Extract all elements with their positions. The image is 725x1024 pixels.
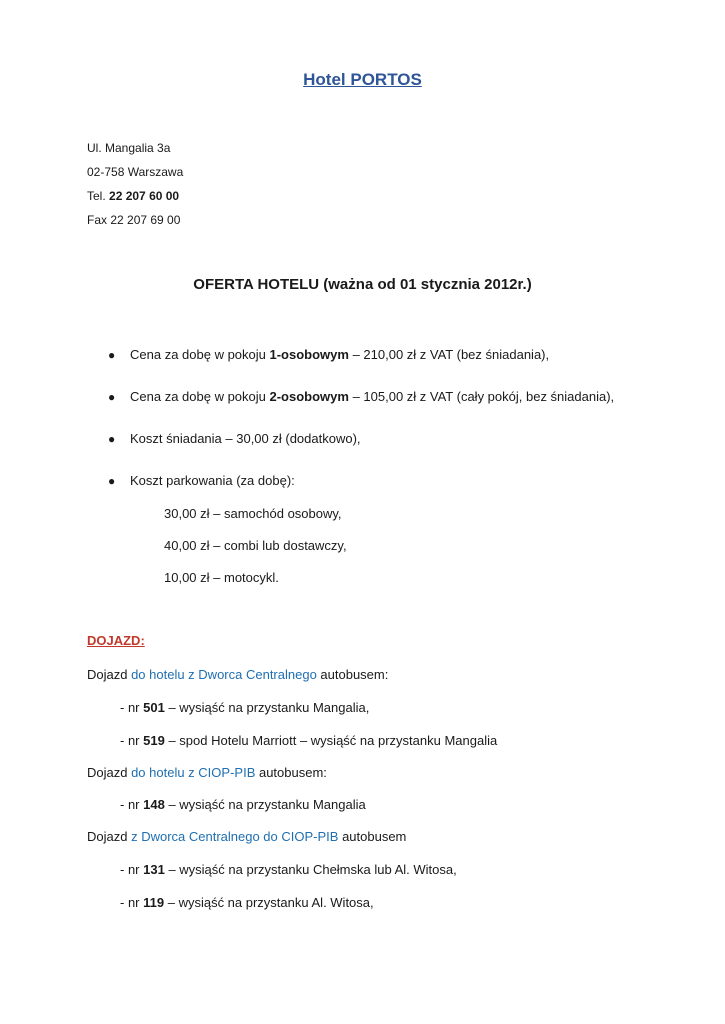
bullet-text: Koszt śniadania – 30,00 zł (dodatkowo), <box>130 431 361 446</box>
bus-number: 519 <box>143 733 165 748</box>
address-city: 02-758 Warszawa <box>87 165 184 179</box>
bus-number: 148 <box>143 797 165 812</box>
route-text: - nr <box>120 797 144 812</box>
route-item <box>120 895 374 910</box>
section-text: autobusem <box>338 829 407 844</box>
section-text: Dojazd <box>87 667 132 682</box>
parking-item: 40,00 zł – combi lub dostawczy, <box>164 538 347 553</box>
section-link[interactable]: do hotelu z CIOP-PIB <box>131 765 256 780</box>
route-text: – wysiąść na przystanku Mangalia, <box>164 700 370 715</box>
route-section <box>87 765 327 780</box>
bullet-bold: 2-osobowym <box>269 389 349 404</box>
route-item <box>120 700 369 715</box>
address-fax: Fax 22 207 69 00 <box>87 213 181 227</box>
parking-item: 10,00 zł – motocykl. <box>164 570 279 585</box>
route-item <box>120 862 457 877</box>
bullet-item <box>108 431 361 446</box>
bus-number: 501 <box>143 700 165 715</box>
route-item <box>120 733 497 748</box>
route-item <box>120 797 366 812</box>
tel-number: 22 207 60 00 <box>109 189 180 203</box>
route-text: - nr <box>120 862 144 877</box>
route-text: - nr <box>120 700 144 715</box>
route-text: - nr <box>120 733 144 748</box>
route-text: – wysiąść na przystanku Al. Witosa, <box>164 895 374 910</box>
bullet-text: – 105,00 zł z VAT (cały pokój, bez śniadania), <box>348 389 615 404</box>
bullet-text: Cena za dobę w pokoju <box>130 389 270 404</box>
route-text: – spod Hotelu Marriott – wysiąść na przystanku Mangalia <box>164 733 498 748</box>
route-text: – wysiąść na przystanku Chełmska lub Al. Witosa, <box>164 862 457 877</box>
section-text: Dojazd <box>87 829 132 844</box>
bullet-bold: 1-osobowym <box>269 347 349 362</box>
route-section <box>87 667 388 682</box>
section-link[interactable]: do hotelu z Dworca Centralnego <box>131 667 317 682</box>
section-text: autobusem: <box>255 765 327 780</box>
bullet-dot-icon: ● <box>108 474 116 488</box>
bus-number: 119 <box>143 895 165 910</box>
section-link[interactable]: z Dworca Centralnego do CIOP-PIB <box>131 829 339 844</box>
address-tel <box>87 189 179 203</box>
bullet-text: Cena za dobę w pokoju <box>130 347 270 362</box>
parking-item: 30,00 zł – samochód osobowy, <box>164 506 342 521</box>
section-text: autobusem: <box>316 667 389 682</box>
bullet-text: Koszt parkowania (za dobę): <box>130 473 295 488</box>
tel-label: Tel. <box>87 189 106 203</box>
bullet-item <box>108 473 295 488</box>
bullet-dot-icon: ● <box>108 348 116 362</box>
dojazd-heading: DOJAZD: <box>87 633 145 648</box>
section-text: Dojazd <box>87 765 132 780</box>
bullet-text: – 210,00 zł z VAT (bez śniadania), <box>348 347 550 362</box>
page-title: Hotel PORTOS <box>303 70 422 89</box>
address-street: Ul. Mangalia 3a <box>87 141 171 155</box>
bullet-item <box>108 389 614 404</box>
route-text: – wysiąść na przystanku Mangalia <box>164 797 366 812</box>
route-text: - nr <box>120 895 144 910</box>
bullet-dot-icon: ● <box>108 432 116 446</box>
bullet-item <box>108 347 549 362</box>
bus-number: 131 <box>143 862 165 877</box>
route-section <box>87 829 406 844</box>
offer-title: OFERTA HOTELU (ważna od 01 stycznia 2012r.) <box>193 276 532 293</box>
bullet-dot-icon: ● <box>108 390 116 404</box>
